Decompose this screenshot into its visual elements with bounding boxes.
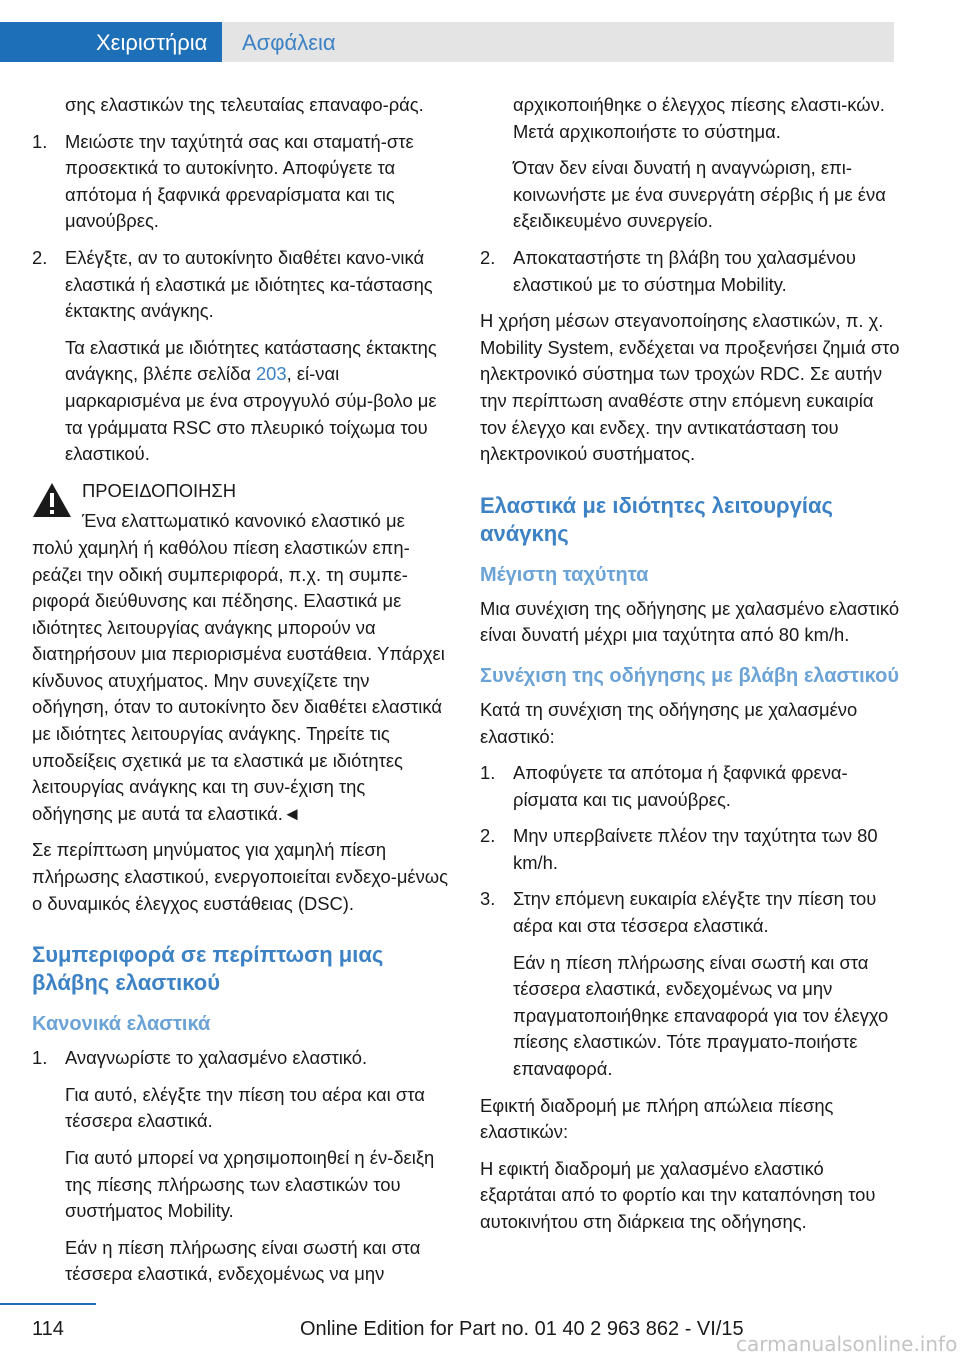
sub-paragraph: Όταν δεν είναι δυνατή η αναγνώριση, επι-κοινωνήστε με ένα συνεργάτη σέρβις ή με ένα εξειδικευμένο συνεργείο.: [513, 157, 886, 232]
section-heading: Συμπεριφορά σε περίπτωση μιας βλάβης ελαστικού: [32, 942, 384, 996]
warning-title: ΠΡΟΕΙΔΟΠΟΙΗΣΗ: [82, 479, 237, 501]
list-text: Αποκαταστήστε τη βλάβη του χαλασμένου ελαστικού με το σύστημα Mobility.: [513, 246, 856, 295]
list-item: [480, 886, 900, 939]
list-text: Ελέγξτε, αν το αυτοκίνητο διαθέτει κανο-νικά ελαστικά ή ελαστικά με ιδιότητες κα-τάστασης έκτακτης ανάγκης.: [65, 246, 433, 322]
mobility-paragraph: Η χρήση μέσων στεγανοποίησης ελαστικών, π. χ. Mobility System, ενδέχεται να προξενήσει ζημιά στο ηλεκτρονικό σύστημα των τροχών RDC. Σε αυτήν την περίπτωση αναθέστε στην επόμενη ευκαιρία τον έλεγχο και ενδεχ. την αντικατάσταση του ηλεκτρονικού συστήματος.: [480, 310, 900, 465]
page-number: 114: [32, 1318, 64, 1340]
list-item: [480, 760, 900, 813]
rsc-note: [32, 335, 450, 468]
list-item: [32, 1045, 450, 1072]
list-number: 3.: [480, 888, 496, 910]
warning-block: [32, 478, 450, 828]
list-text: Μειώστε την ταχύτητά σας και σταματή-στε προσεκτικά το αυτοκίνητο. Αποφύγετε τα απότομα ή ξαφνικά φρεναρίσματα και τις μανούβρες.: [65, 130, 414, 232]
list-number: 1.: [32, 1047, 48, 1069]
page-link[interactable]: 203: [255, 363, 287, 385]
range-paragraph: Η εφικτή διαδρομή με χαλασμένο ελαστικό εξαρτάται από το φορτίο και την καταπόνηση του αυτοκινήτου στη διάρκεια της οδήγησης.: [480, 1157, 876, 1232]
sub-paragraph: Εάν η πίεση πλήρωσης είναι σωστή και στα τέσσερα ελαστικά, ενδεχομένως να μην: [65, 1236, 421, 1285]
tab-controls-label: Χειριστήρια: [96, 30, 208, 55]
watermark: carmanualsonline.info: [736, 1332, 958, 1356]
left-column: [32, 92, 450, 1298]
sub-paragraph: Εάν η πίεση πλήρωσης είναι σωστή και στα τέσσερα ελαστικά, ενδεχομένως να μην πραγματοποιήθηκε επαναφορά για τον έλεγχο πίεσης ελαστικών. Τότε πραγματο-ποιήστε επαναφορά.: [513, 951, 889, 1080]
warning-first-line: Ένα ελαττωματικό κανονικό ελαστικό με: [82, 510, 405, 532]
sub-paragraph: Για αυτό μπορεί να χρησιμοποιηθεί η έν-δειξη της πίεσης πλήρωσης των ελαστικών του συστήματος Mobility.: [65, 1147, 435, 1222]
speed-paragraph: Μια συνέχιση της οδήγησης με χαλασμένο ελαστικό είναι δυνατή μέχρι μια ταχύτητα από 80 km/h.: [480, 597, 900, 646]
warning-body: [32, 508, 450, 827]
list-number: 2.: [32, 246, 48, 268]
sub-paragraph: αρχικοποιήθηκε ο έλεγχος πίεσης ελαστι-κών. Μετά αρχικοποιήστε το σύστημα.: [513, 94, 885, 142]
section-heading: Ελαστικά με ιδιότητες λειτουργίας ανάγκης: [480, 492, 833, 546]
sub-paragraph: Για αυτό, ελέγξτε την πίεση του αέρα και στα τέσσερα ελαστικά.: [65, 1083, 425, 1132]
subsection-heading: Συνέχιση της οδήγησης με βλάβη ελαστικού: [480, 664, 899, 687]
dsc-paragraph: Σε περίπτωση μηνύματος για χαμηλή πίεση πλήρωσης ελαστικού, ενεργοποιείται ενδεχο-μένως ο δυναμικός έλεγχος ευστάθειας (DSC).: [32, 839, 449, 914]
right-column: [480, 92, 900, 1246]
warning-text: πολύ χαμηλή ή καθόλου πίεση ελαστικών επη-ρεάζει την οδική συμπεριφορά, π.χ. τη συμπε-ριφορά διεύθυνσης και πέδησης. Ελαστικά με ιδιότητες λειτουργίας ανάγκης μπορούν να διατηρήσουν μια περιορισμένα ευστάθεια. Υπάρχει κίνδυνος ατυχήματος. Μην συνεχίζετε την οδήγηση, όταν το αυτοκίνητο δεν διαθέτει ελαστικά με ιδιότητες λειτουργίας ανάγκης. Τηρείτε τις υποδείξεις σχετικά με τα ελαστικά με ιδιότητες λειτουργίας ανάγκης και τη συν-έχιση της οδήγησης με αυτά τα ελαστικά.◄: [32, 536, 445, 824]
continue-paragraph: Κατά τη συνέχιση της οδήγησης με χαλασμένο ελαστικό:: [480, 698, 858, 747]
list-number: 1.: [32, 130, 48, 152]
range-label: Εφικτή διαδρομή με πλήρη απώλεια πίεσης ελαστικών:: [480, 1094, 834, 1143]
page-header: [0, 0, 960, 62]
rsc-note-text-a: Τα ελαστικά με ιδιότητες κατάστασης έκτακτης ανάγκης, βλέπε σελίδα: [65, 336, 437, 385]
list-text: Αναγνωρίστε το χαλασμένο ελαστικό.: [65, 1047, 368, 1069]
list-item: [32, 245, 450, 325]
intro-text: σης ελαστικών της τελευταίας επαναφο-ράς.: [65, 94, 424, 115]
subsection-heading: Μέγιστη ταχύτητα: [480, 563, 649, 586]
rsc-note-text-b: , εί-ναι μαρκαρισμένα με ένα στρογγυλό σύμ-βολο με τα γράμματα RSC στο πλευρικό τοίχωμα του ελαστικού.: [65, 363, 437, 465]
tab-controls[interactable]: [0, 22, 222, 62]
list-number: 2.: [480, 825, 496, 847]
list-text: Μην υπερβαίνετε πλέον την ταχύτητα των 80 km/h.: [513, 825, 878, 873]
edition-text: Online Edition for Part no. 01 40 2 963 862 - VI/15: [300, 1318, 744, 1340]
tab-safety-label: Ασφάλεια: [242, 30, 336, 55]
list-text: Αποφύγετε τα απότομα ή ξαφνικά φρενα-ρίσματα και τις μανούβρες.: [513, 762, 848, 810]
list-text: Στην επόμενη ευκαιρία ελέγξτε την πίεση του αέρα και στα τέσσερα ελαστικά.: [513, 888, 877, 937]
warning-triangle-icon: [32, 482, 72, 518]
tab-safety[interactable]: [222, 22, 894, 62]
list-item: [480, 245, 900, 298]
list-number: 2.: [480, 246, 496, 268]
list-item: [32, 129, 450, 235]
list-item: [480, 823, 900, 876]
list-number: 1.: [480, 762, 496, 784]
footer-rule: [0, 1303, 96, 1305]
subsection-heading: Κανονικά ελαστικά: [32, 1013, 211, 1036]
